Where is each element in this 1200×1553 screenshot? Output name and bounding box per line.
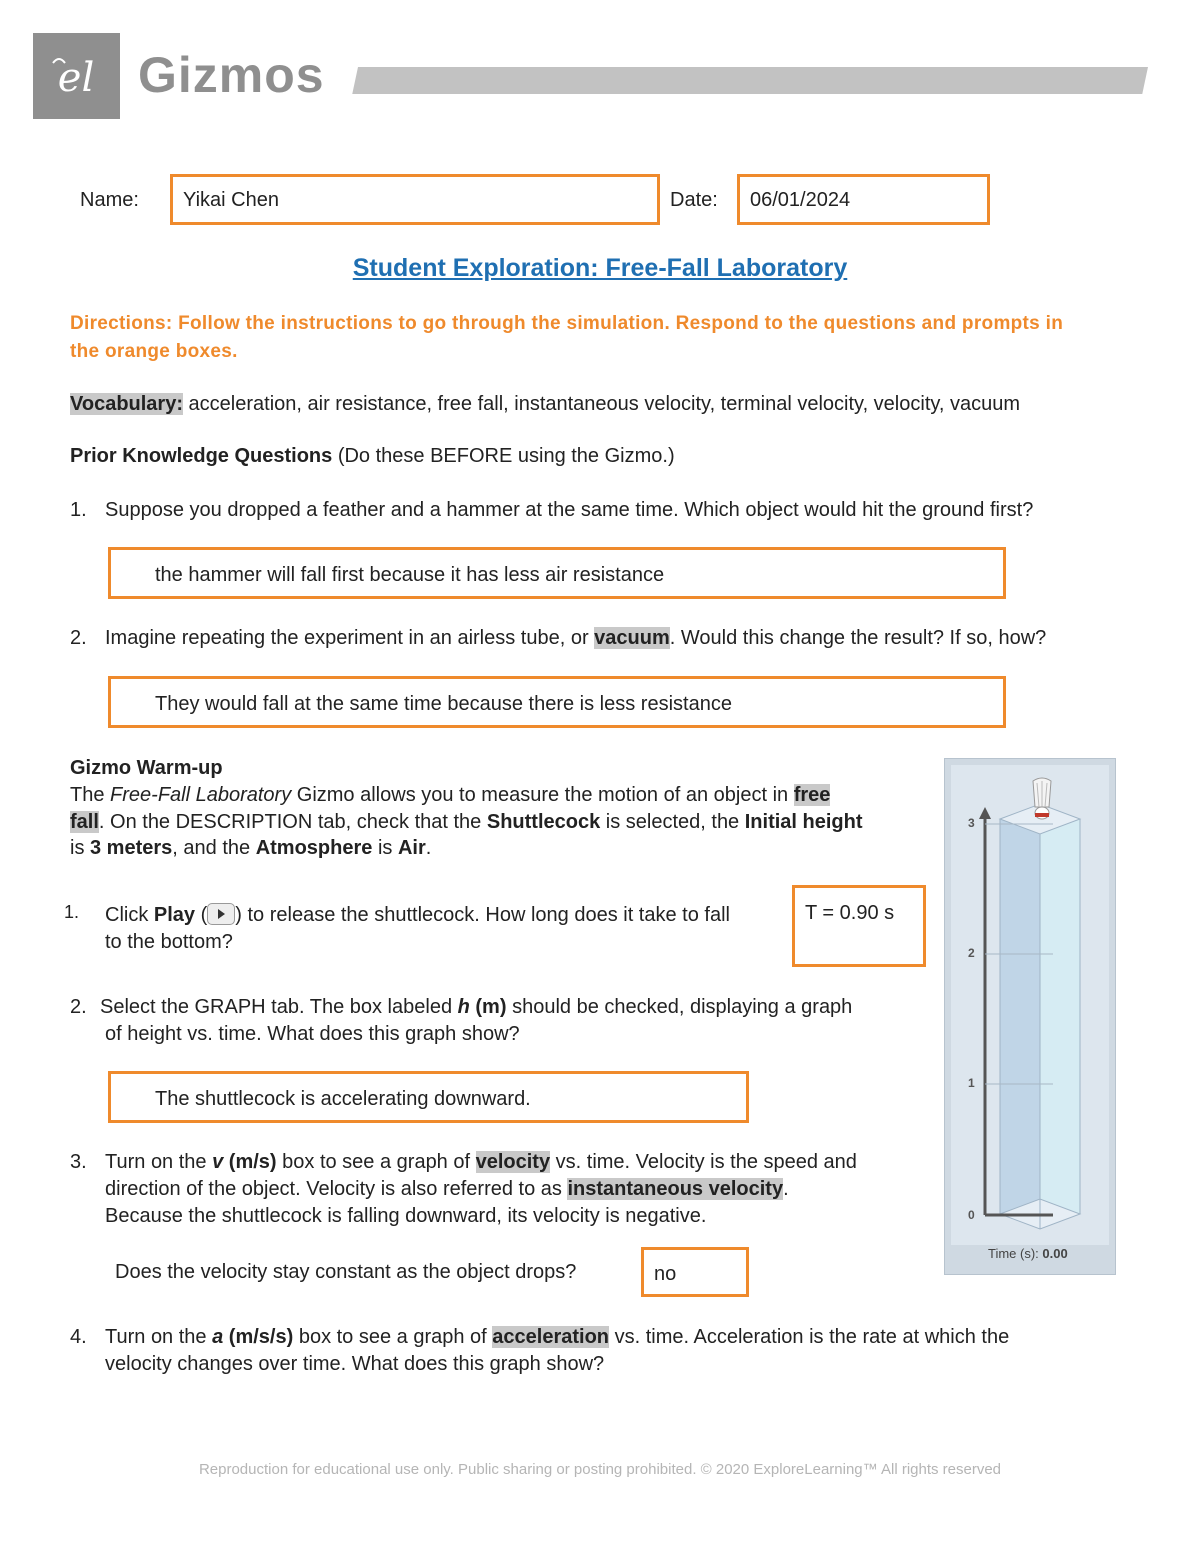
name-label: Name: xyxy=(80,189,139,211)
warmup-l3-e: . xyxy=(425,837,432,859)
warmup-q2-unit: (m) xyxy=(469,996,507,1018)
warmup-l3-c: , and the xyxy=(172,837,256,859)
time-label: Time (s): xyxy=(988,1246,1043,1261)
svg-text:el: el xyxy=(57,55,95,101)
date-label: Date: xyxy=(670,189,718,211)
prior-a1-text: the hammer will fall first because it has less air resistance xyxy=(155,564,665,586)
tick-label-1: 1 xyxy=(968,1076,975,1090)
warmup-line-1 xyxy=(70,782,830,809)
play-icon xyxy=(207,903,235,925)
warmup-shuttlecock: Shuttlecock xyxy=(486,811,601,833)
date-value: 06/01/2024 xyxy=(750,189,851,211)
warmup-q3-unit: (m/s) xyxy=(223,1151,277,1173)
warmup-l3-a: is xyxy=(70,837,90,859)
page-title: Student Exploration: Free-Fall Laboratory xyxy=(352,254,848,282)
prior-q2-number: 2. xyxy=(70,627,87,649)
gizmos-logo-text: Gizmos xyxy=(138,47,325,103)
warmup-q4-line-1 xyxy=(105,1324,1009,1351)
warmup-q3-g: . xyxy=(783,1178,789,1200)
warmup-q4-a: Turn on the xyxy=(105,1326,213,1348)
warmup-initial-height: Initial height xyxy=(744,811,863,833)
warmup-q1-d: ) to release the shuttlecock. How long does it take to fall xyxy=(235,904,730,926)
free-fall-tube-graphic xyxy=(945,759,1115,1274)
warmup-q3-subquestion: Does the velocity stay constant as the object drops? xyxy=(115,1261,577,1283)
warmup-a2-box[interactable] xyxy=(108,1071,749,1123)
gizmos-logo-mark xyxy=(33,33,120,119)
warmup-a3-text: no xyxy=(654,1263,677,1285)
warmup-a1-box[interactable] xyxy=(792,885,926,967)
warmup-q3-d: box to see a graph of xyxy=(276,1151,476,1173)
header-bar xyxy=(352,67,1148,94)
warmup-q1-a: Click xyxy=(105,904,154,926)
vocabulary-label: Vocabulary: xyxy=(70,393,183,415)
warmup-heading: Gizmo Warm-up xyxy=(70,757,223,779)
warmup-q3-e: vs. time. Velocity is the speed and xyxy=(550,1151,857,1173)
warmup-line-3 xyxy=(70,835,431,862)
el-logo-icon xyxy=(33,33,120,119)
warmup-q3-line-1 xyxy=(105,1149,857,1176)
warmup-l2-a: . On the DESCRIPTION tab, check that the xyxy=(98,811,487,833)
prior-a1-box[interactable] xyxy=(108,547,1006,599)
warmup-q4-d: box to see a graph of xyxy=(293,1326,493,1348)
time-readout xyxy=(988,1246,1068,1261)
vocab-term-vacuum: vacuum xyxy=(594,627,670,649)
warmup-q4-line-2: velocity changes over time. What does this graph show? xyxy=(105,1353,605,1375)
gizmo-name: Free-Fall Laboratory xyxy=(110,784,292,806)
vocab-term-fall: fall xyxy=(70,811,99,833)
warmup-atmosphere: Atmosphere xyxy=(255,837,373,859)
warmup-q4-a-symbol: a xyxy=(212,1326,224,1348)
warmup-q1-line-1 xyxy=(105,902,730,929)
warmup-l1-a: The xyxy=(70,784,111,806)
prior-a2-box[interactable] xyxy=(108,676,1006,728)
time-value: 0.00 xyxy=(1042,1246,1068,1261)
prior-a2-text: They would fall at the same time because there is less resistance xyxy=(155,693,732,715)
tick-label-2: 2 xyxy=(968,946,975,960)
prior-q1-number: 1. xyxy=(70,499,87,521)
warmup-q3-number: 3. xyxy=(70,1151,87,1173)
warmup-air: Air xyxy=(397,837,426,859)
prior-q2-post: . Would this change the result? If so, how? xyxy=(669,627,1047,649)
warmup-q4-unit: (m/s/s) xyxy=(223,1326,294,1348)
warmup-q1-number: 1. xyxy=(64,902,80,922)
warmup-q3-f: direction of the object. Velocity is also referred to as xyxy=(105,1178,568,1200)
name-field[interactable] xyxy=(170,174,660,225)
vocab-term-velocity: velocity xyxy=(475,1151,551,1173)
warmup-q2-line-2: of height vs. time. What does this graph show? xyxy=(105,1023,520,1045)
warmup-q1-play: Play xyxy=(153,904,196,926)
warmup-q1-c: ( xyxy=(195,904,208,926)
prior-heading-text: Prior Knowledge Questions xyxy=(70,445,333,467)
vocab-term-acceleration: acceleration xyxy=(492,1326,610,1348)
warmup-q3-line-2 xyxy=(105,1176,789,1203)
warmup-l3-d: is xyxy=(372,837,398,859)
warmup-q2-h: h xyxy=(457,996,470,1018)
warmup-l1-b: Gizmo allows you to measure the motion of an object in xyxy=(291,784,794,806)
warmup-q1-line-2: to the bottom? xyxy=(105,931,233,953)
vocabulary-terms: acceleration, air resistance, free fall, instantaneous velocity, terminal velocity, velocity, vacuum xyxy=(183,393,1021,415)
warmup-a2-text: The shuttlecock is accelerating downward. xyxy=(155,1088,531,1110)
tick-label-3: 3 xyxy=(968,816,975,830)
directions: Directions: Follow the instructions to go through the simulation. Respond to the questions and prompts in the orange boxes. xyxy=(70,313,1064,362)
prior-q2-text xyxy=(105,625,1046,652)
warmup-q3-v: v xyxy=(212,1151,224,1173)
warmup-q2-number: 2. xyxy=(70,996,87,1018)
warmup-q2-d: should be checked, displaying a graph xyxy=(506,996,853,1018)
name-value: Yikai Chen xyxy=(183,189,279,211)
tick-label-0: 0 xyxy=(968,1208,975,1222)
gizmo-simulation-image xyxy=(944,758,1116,1275)
warmup-3-meters: 3 meters xyxy=(90,837,173,859)
prior-q1-text: Suppose you dropped a feather and a hammer at the same time. Which object would hit the ground first? xyxy=(105,499,1034,521)
warmup-q2-a: Select the GRAPH tab. The box labeled xyxy=(100,996,458,1018)
warmup-l2-c: is selected, the xyxy=(600,811,745,833)
warmup-q3-line-3: Because the shuttlecock is falling downward, its velocity is negative. xyxy=(105,1205,707,1227)
date-field[interactable] xyxy=(737,174,990,225)
warmup-q2-line-1 xyxy=(100,994,852,1021)
vocabulary-line xyxy=(70,391,1020,418)
prior-knowledge-heading xyxy=(70,443,675,470)
warmup-a1-text: T = 0.90 s xyxy=(805,902,895,924)
vocab-term-instantaneous-velocity: instantaneous velocity xyxy=(567,1178,784,1200)
warmup-line-2 xyxy=(70,809,863,836)
prior-note: (Do these BEFORE using the Gizmo.) xyxy=(332,445,675,467)
vocab-term-free: free xyxy=(793,784,831,806)
footer-copyright: Reproduction for educational use only. Public sharing or posting prohibited. © 2020 ExploreLearning™ All rights reserved xyxy=(198,1461,1002,1478)
warmup-q3-a: Turn on the xyxy=(105,1151,213,1173)
warmup-q4-number: 4. xyxy=(70,1326,87,1348)
warmup-q4-e: vs. time. Acceleration is the rate at which the xyxy=(609,1326,1010,1348)
shuttlecock-icon xyxy=(1033,778,1051,819)
warmup-a3-box[interactable] xyxy=(641,1247,749,1297)
prior-q2-pre: Imagine repeating the experiment in an airless tube, or xyxy=(105,627,595,649)
